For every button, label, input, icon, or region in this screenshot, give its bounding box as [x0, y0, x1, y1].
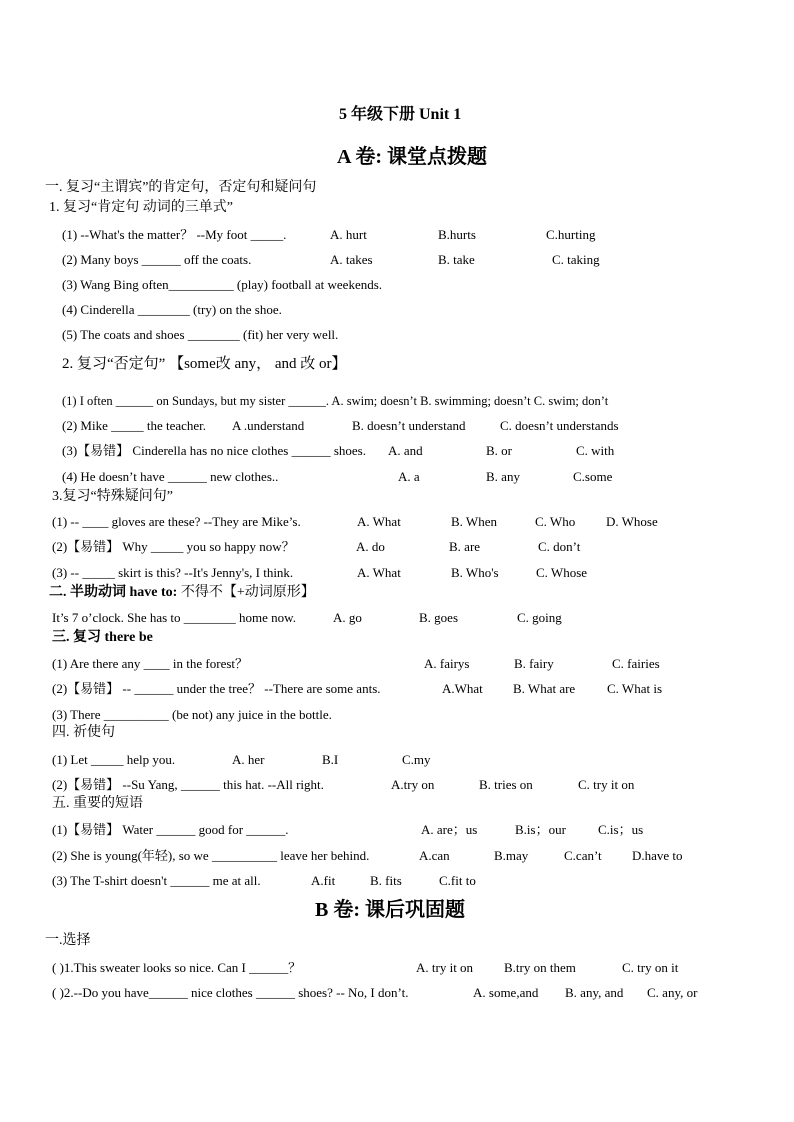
- option-a: A. her: [232, 752, 265, 767]
- option-c: C. any, or: [647, 985, 698, 1000]
- option-a: A.can: [419, 848, 450, 863]
- question-stem: (2) Mike _____ the teacher.: [62, 418, 207, 433]
- option-a: A. hurt: [330, 227, 367, 242]
- option-b: B. When: [451, 514, 497, 529]
- option-c: C. What is: [607, 681, 663, 696]
- option-a: A. go: [333, 610, 362, 625]
- option-c: C. Whose: [536, 565, 588, 580]
- option-b: B. any: [486, 469, 520, 484]
- question-row: [52, 515, 762, 528]
- question-stem: (1)【易错】 Water ______ good for ______.: [52, 822, 289, 837]
- question-stem: (2)【易错】 --Su Yang, ______ this hat. --All right.: [52, 777, 324, 792]
- question-row: (5) The coats and shoes ________ (fit) her very well.: [62, 327, 339, 342]
- sub-1-heading: 1. 复习“肯定句 动词的三单式”: [49, 200, 233, 215]
- question-row: [62, 470, 762, 483]
- option-c: C. going: [517, 610, 562, 625]
- question-row: [52, 778, 762, 791]
- question-stem: (1) -- ____ gloves are these? --They are Mike’s.: [52, 514, 301, 529]
- question-row: [62, 253, 762, 266]
- question-row: [52, 566, 762, 579]
- question-stem: (2) Many boys ______ off the coats.: [62, 252, 252, 267]
- option-a: A. What: [357, 565, 401, 580]
- question-stem: ( )2.--Do you have______ nice clothes ______ shoes? -- No, I don’t.: [52, 985, 409, 1000]
- section-2-heading: [49, 586, 315, 600]
- question-row: [52, 823, 762, 836]
- question-row: (3) There __________ (be not) any juice in the bottle.: [52, 707, 332, 722]
- question-row: (3) Wang Bing often__________ (play) football at weekends.: [62, 277, 383, 292]
- option-d: D.have to: [632, 848, 683, 863]
- question-row: (1) I often ______ on Sundays, but my sister ______. A. swim; doesn’t B. swimming; doesn’t C. swim; don’t: [62, 394, 609, 408]
- section-2-heading-rest: 不得不【+动词原形】: [177, 585, 315, 600]
- question-stem: (1) Are there any ____ in the forest？: [52, 656, 249, 671]
- question-stem: It’s 7 o’clock. She has to ________ home now.: [52, 610, 296, 625]
- question-stem: ( )1.This sweater looks so nice. Can I ______？: [52, 960, 302, 975]
- question-row: [62, 444, 762, 457]
- question-stem: (2)【易错】 Why _____ you so happy now？: [52, 539, 295, 554]
- option-c: C.some: [573, 469, 613, 484]
- section-4-heading: 四. 祈使句: [52, 725, 115, 740]
- question-stem: (3) The T-shirt doesn't ______ me at all.: [52, 873, 261, 888]
- question-row: [52, 657, 762, 670]
- option-b: B.may: [494, 848, 529, 863]
- option-d: D. Whose: [606, 514, 658, 529]
- option-c: C. fairies: [612, 656, 660, 671]
- section-5-heading: 五. 重要的短语: [52, 796, 143, 811]
- part-b-title: B 卷: 课后巩固题: [315, 899, 465, 921]
- question-stem: (3)【易错】 Cinderella has no nice clothes ______ shoes.: [62, 443, 366, 458]
- option-b: B. tries on: [479, 777, 533, 792]
- option-c: C. don’t: [538, 539, 581, 554]
- option-c: C. doesn’t understands: [500, 418, 619, 433]
- question-stem: (1) Let _____ help you.: [52, 752, 176, 767]
- question-row: [62, 419, 762, 432]
- question-row: [52, 961, 772, 974]
- option-c: C. Who: [535, 514, 576, 529]
- question-row: [52, 753, 762, 766]
- question-stem: (1) --What's the matter？ --My foot _____.: [62, 227, 287, 242]
- option-b: B. doesn’t understand: [352, 418, 466, 433]
- sub-2-heading: 2. 复习“否定句” 【some改 any， and 改 or】: [62, 356, 347, 372]
- option-c: C. try it on: [578, 777, 635, 792]
- option-a: A. a: [398, 469, 420, 484]
- option-c: C. try on it: [622, 960, 679, 975]
- option-b: B. fits: [370, 873, 402, 888]
- option-a: A .understand: [232, 418, 305, 433]
- option-a: A.try on: [391, 777, 435, 792]
- option-b: B. What are: [513, 681, 576, 696]
- section-1-heading: 一. 复习“主谓宾”的肯定句，否定句和疑问句: [45, 180, 317, 195]
- option-a: A. What: [357, 514, 401, 529]
- question-stem: (3) -- _____ skirt is this? --It's Jenny's, I think.: [52, 565, 294, 580]
- part-b-section-1-heading: 一.选择: [45, 933, 91, 948]
- option-c: C.fit to: [439, 873, 476, 888]
- option-a: A. fairys: [424, 656, 470, 671]
- option-b: B. goes: [419, 610, 458, 625]
- option-a: A. do: [356, 539, 385, 554]
- option-b: B. Who's: [451, 565, 499, 580]
- question-row: [52, 874, 762, 887]
- section-3-heading: 三. 复习 there be: [52, 630, 153, 645]
- option-c: C.my: [402, 752, 431, 767]
- option-b: B. fairy: [514, 656, 554, 671]
- option-a: A.What: [442, 681, 483, 696]
- option-b: B. take: [438, 252, 475, 267]
- option-c: C. with: [576, 443, 615, 458]
- option-b: B.I: [322, 752, 339, 767]
- question-stem: (4) He doesn’t have ______ new clothes..: [62, 469, 279, 484]
- part-a-title: A 卷: 课堂点拨题: [337, 146, 487, 168]
- question-row: [52, 849, 762, 862]
- question-row: [52, 611, 762, 624]
- option-c: C.is；us: [598, 822, 644, 837]
- option-b: B. any, and: [565, 985, 624, 1000]
- option-b: B. are: [449, 539, 481, 554]
- question-row: [52, 540, 762, 553]
- question-row: [62, 228, 762, 241]
- question-row: [52, 986, 772, 999]
- option-b: B.hurts: [438, 227, 476, 242]
- option-b: B.is；our: [515, 822, 566, 837]
- sub-3-heading: 3.复习“特殊疑问句”: [52, 489, 173, 504]
- option-a: A. try it on: [416, 960, 474, 975]
- option-a: A. takes: [330, 252, 373, 267]
- question-row: [52, 682, 762, 695]
- option-b: B.try on them: [504, 960, 576, 975]
- option-c: C.hurting: [546, 227, 596, 242]
- option-a: A. some,and: [473, 985, 539, 1000]
- page-title: 5 年级下册 Unit 1: [339, 106, 462, 123]
- section-2-heading-bold: 二. 半助动词 have to:: [49, 585, 178, 600]
- option-a: A. are；us: [421, 822, 478, 837]
- question-stem: (2)【易错】 -- ______ under the tree？ --There are some ants.: [52, 681, 381, 696]
- question-stem: (2) She is young(年轻), so we __________ leave her behind.: [52, 848, 370, 863]
- question-row: (4) Cinderella ________ (try) on the shoe.: [62, 302, 282, 317]
- option-a: A.fit: [311, 873, 336, 888]
- option-b: B. or: [486, 443, 512, 458]
- option-c: C. taking: [552, 252, 600, 267]
- option-c: C.can’t: [564, 848, 602, 863]
- option-a: A. and: [388, 443, 423, 458]
